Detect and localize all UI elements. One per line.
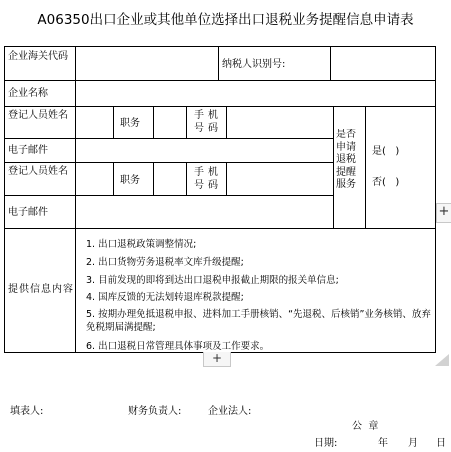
mobile-label: 手机号码: [194, 110, 222, 134]
add-column-icon[interactable]: +: [436, 203, 451, 223]
email-label: 电子邮件: [8, 207, 48, 218]
list-item: 5. 按期办理免抵退税申报、进料加工手册核销、“先退税、后核销”业务核销、放弃免税期届满提醒;: [86, 309, 431, 333]
taxpayer-id-field[interactable]: [331, 47, 435, 80]
finance-label: 财务负责人:: [128, 406, 182, 417]
column-divider: [218, 46, 219, 81]
date-label: 日期:: [314, 438, 338, 449]
email-label: 电子邮件: [8, 145, 48, 156]
resize-handle-icon[interactable]: [435, 354, 449, 366]
mobile-label: 手机号码: [194, 167, 222, 191]
list-item: 1. 出口退税政策调整情况;: [86, 239, 197, 250]
list-item: 6. 出口退税日常管理具体事项及工作要求。: [86, 341, 270, 352]
company-name-label: 企业名称: [8, 88, 48, 99]
day-label: 日: [436, 438, 446, 449]
company-name-field[interactable]: [76, 81, 435, 106]
year-label: 年: [378, 438, 388, 449]
column-divider: [113, 162, 114, 196]
filler-label: 填表人:: [10, 406, 44, 417]
row-divider: [4, 106, 436, 107]
email-field[interactable]: [76, 139, 333, 162]
column-divider: [113, 106, 114, 139]
position-field[interactable]: [154, 163, 186, 195]
registrant-name-field[interactable]: [76, 163, 113, 195]
list-item: 2. 出口货物劳务退税率文库升级提醒;: [86, 257, 244, 268]
list-item: 4. 国库反馈的无法划转退库税款提醒;: [86, 292, 244, 303]
email-field[interactable]: [76, 196, 333, 228]
column-divider: [186, 162, 187, 196]
yes-option[interactable]: 是( ): [372, 146, 400, 157]
table-border-left: [4, 46, 5, 353]
column-divider: [365, 106, 366, 229]
info-content-label: 提供信息内容: [8, 284, 74, 295]
mobile-field[interactable]: [227, 163, 333, 195]
position-label: 职务: [120, 175, 140, 186]
list-item: 3. 目前发现的即将到达出口退税申报截止期限的报关单信息;: [86, 275, 339, 286]
row-divider: [4, 228, 436, 229]
position-label: 职务: [120, 118, 140, 129]
mobile-field[interactable]: [227, 107, 333, 138]
service-question-label: 是否申请退税提醒服务: [336, 129, 356, 190]
column-divider: [333, 106, 334, 229]
month-label: 月: [408, 438, 418, 449]
taxpayer-id-label: 纳税人识别号:: [222, 59, 286, 70]
add-row-icon[interactable]: +: [203, 352, 231, 367]
registrant-name-field[interactable]: [76, 107, 113, 138]
customs-code-label: 企业海关代码: [8, 51, 68, 62]
seal-label: 公 章: [352, 421, 379, 432]
no-option[interactable]: 否( ): [372, 177, 400, 188]
position-field[interactable]: [154, 107, 186, 138]
registrant-name-label: 登记人员姓名: [8, 166, 68, 177]
legal-label: 企业法人:: [208, 406, 252, 417]
registrant-name-label: 登记人员姓名: [8, 110, 68, 121]
form-title: A06350出口企业或其他单位选择出口退税业务提醒信息申请表: [37, 12, 414, 28]
table-border-right: [435, 46, 436, 353]
column-divider: [186, 106, 187, 139]
customs-code-field[interactable]: [76, 47, 218, 80]
